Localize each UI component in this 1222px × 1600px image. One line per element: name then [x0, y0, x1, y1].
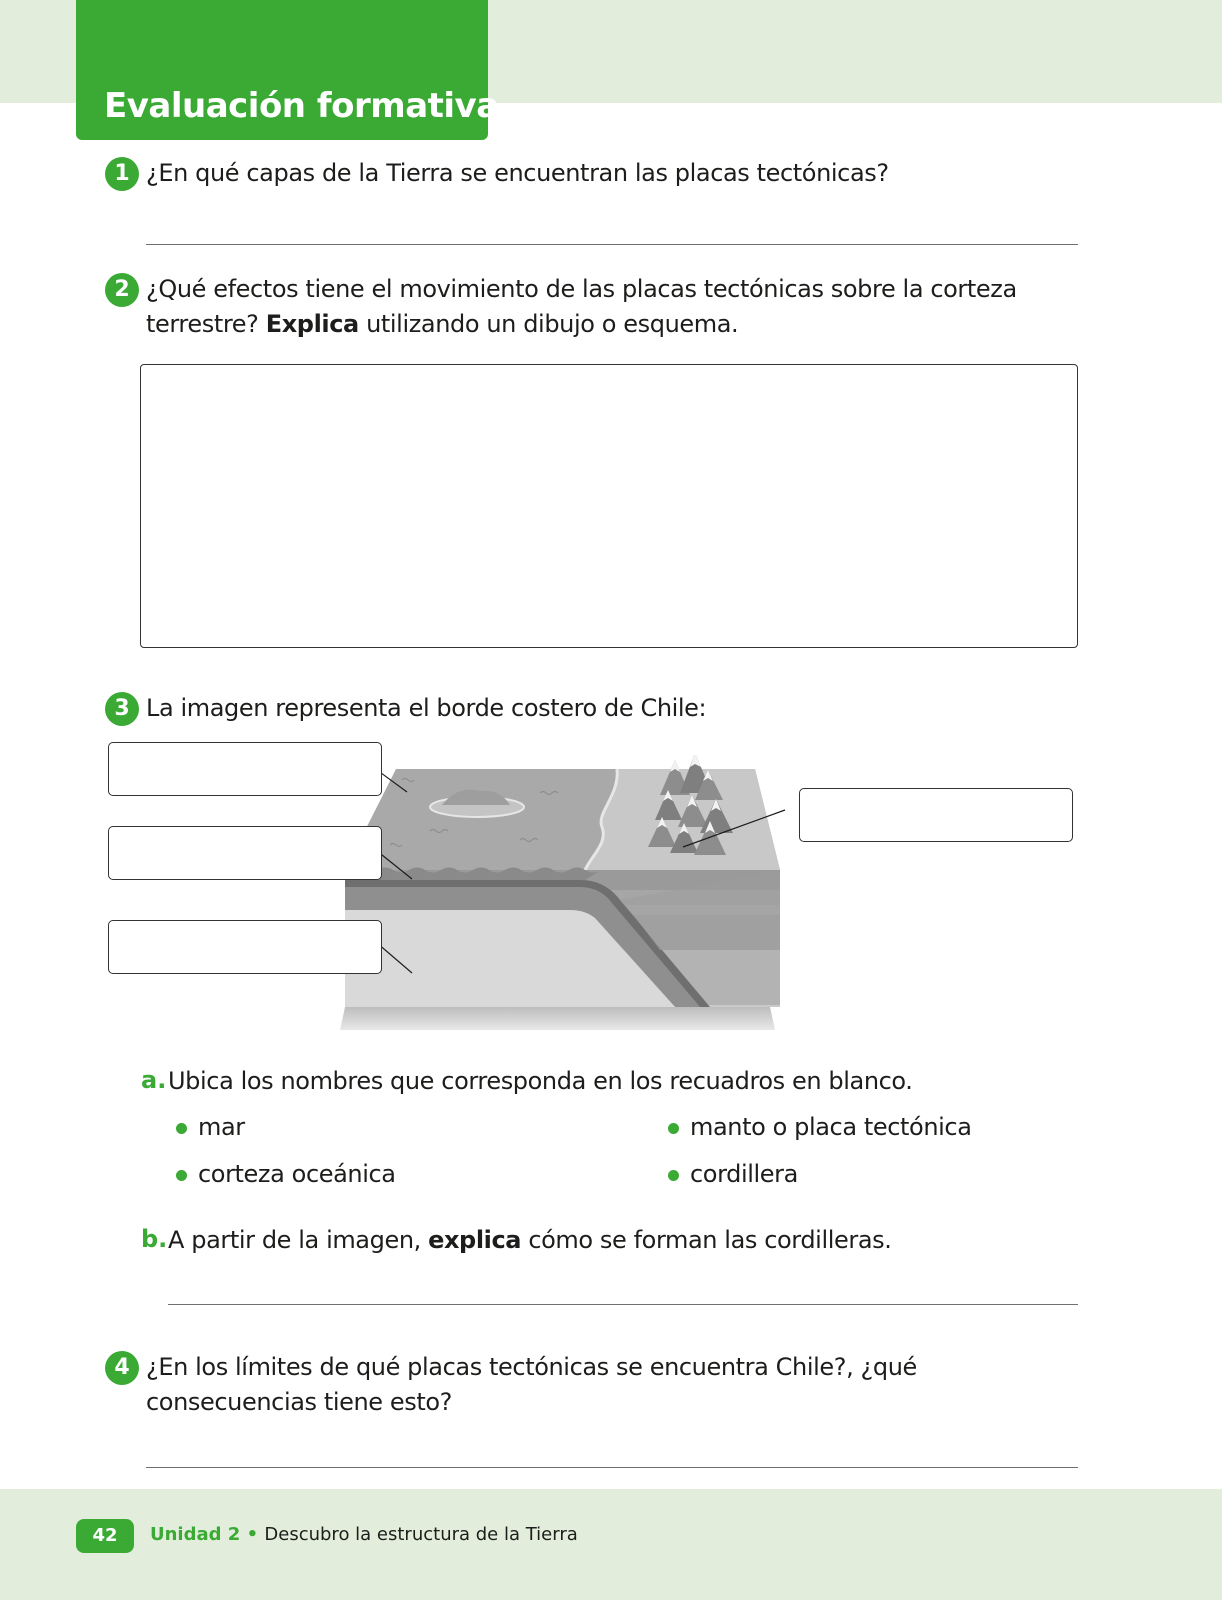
- page-number: 42: [76, 1519, 134, 1553]
- sub-question-b-text: A partir de la imagen, explica cómo se forman las cordilleras.: [168, 1226, 892, 1254]
- diagram-shadow: [340, 1007, 775, 1030]
- question-number-1: 1: [105, 157, 139, 191]
- coastal-cross-section-diagram: [330, 755, 790, 1035]
- footer-unit: Unidad 2: [150, 1524, 241, 1545]
- title-tab: [76, 0, 499, 140]
- option-corteza-oceanica: corteza oceánica: [198, 1160, 396, 1188]
- sub-question-b-letter: b.: [141, 1225, 168, 1253]
- bullet-icon: [668, 1170, 679, 1181]
- answer-line-3b[interactable]: [168, 1304, 1078, 1305]
- question-4-text: ¿En los límites de qué placas tectónicas se encuentra Chile?, ¿qué consecuencias tiene esto?: [146, 1353, 917, 1416]
- drawing-answer-box[interactable]: [140, 364, 1078, 648]
- sub-question-a-text: Ubica los nombres que corresponda en los recuadros en blanco.: [168, 1067, 913, 1095]
- bullet-icon: [176, 1123, 187, 1134]
- option-manto: manto o placa tectónica: [690, 1113, 972, 1141]
- sub-question-a-letter: a.: [141, 1066, 167, 1094]
- answer-line-4[interactable]: [146, 1467, 1078, 1468]
- label-box-1[interactable]: [108, 742, 382, 796]
- question-2-text: ¿Qué efectos tiene el movimiento de las placas tectónicas sobre la corteza terrestre? Explica utilizando un dibujo o esquema.: [146, 275, 1017, 338]
- option-mar: mar: [198, 1113, 245, 1141]
- label-box-4[interactable]: [799, 788, 1073, 842]
- question-number-2: 2: [105, 273, 139, 307]
- label-box-2[interactable]: [108, 826, 382, 880]
- bullet-icon: [668, 1123, 679, 1134]
- question-3-text: La imagen representa el borde costero de Chile:: [146, 694, 707, 722]
- footer-text: [150, 1524, 578, 1545]
- answer-line-1[interactable]: [146, 244, 1078, 245]
- footer-separator: •: [246, 1524, 259, 1545]
- page-title: Evaluación formativa: [104, 86, 499, 126]
- question-number-4: 4: [105, 1351, 139, 1385]
- bullet-icon: [176, 1170, 187, 1181]
- option-cordillera: cordillera: [690, 1160, 798, 1188]
- footer-unit-title: Descubro la estructura de la Tierra: [264, 1524, 578, 1545]
- question-1-text: ¿En qué capas de la Tierra se encuentran las placas tectónicas?: [146, 159, 889, 187]
- label-box-3[interactable]: [108, 920, 382, 974]
- question-number-3: 3: [105, 692, 139, 726]
